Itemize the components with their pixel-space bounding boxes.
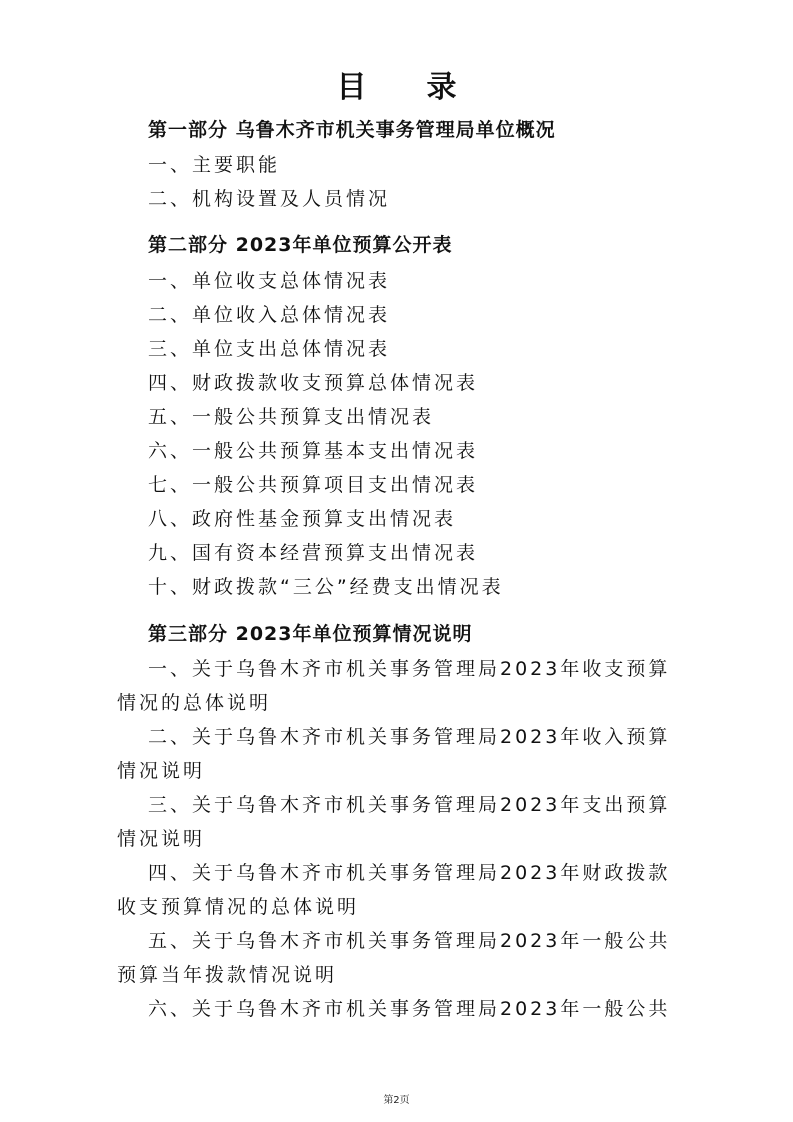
- toc-item-line2: 情况说明: [117, 760, 206, 782]
- title-char-2: 录: [426, 70, 457, 105]
- toc-item: 六、一般公共预算基本支出情况表: [148, 440, 479, 462]
- toc-item-line1: 四、关于乌鲁木齐市机关事务管理局2023年财政拨款: [148, 862, 671, 884]
- toc-item: 二、机构设置及人员情况: [148, 188, 391, 210]
- part1-heading: 第一部分 乌鲁木齐市机关事务管理局单位概况: [148, 119, 556, 141]
- toc-item: 一、主要职能: [148, 154, 281, 176]
- toc-item-line2: 预算当年拨款情况说明: [117, 964, 338, 986]
- toc-item-line2: 情况的总体说明: [117, 692, 272, 714]
- part2-heading: 第二部分 2023年单位预算公开表: [148, 234, 453, 256]
- toc-item: 九、国有资本经营预算支出情况表: [148, 542, 479, 564]
- page-title: [0, 62, 793, 106]
- toc-item-line1: 六、关于乌鲁木齐市机关事务管理局2023年一般公共: [148, 998, 671, 1020]
- toc-item: 三、单位支出总体情况表: [148, 338, 391, 360]
- title-char-1: 目: [336, 70, 367, 105]
- toc-item: 二、单位收入总体情况表: [148, 304, 391, 326]
- toc-item: 八、政府性基金预算支出情况表: [148, 508, 457, 530]
- toc-item-line1: 二、关于乌鲁木齐市机关事务管理局2023年收入预算: [148, 726, 671, 748]
- toc-item-line2: 情况说明: [117, 828, 206, 850]
- toc-item: 四、财政拨款收支预算总体情况表: [148, 372, 479, 394]
- toc-item: 一、单位收支总体情况表: [148, 270, 391, 292]
- toc-item-line1: 五、关于乌鲁木齐市机关事务管理局2023年一般公共: [148, 930, 671, 952]
- toc-item-line1: 一、关于乌鲁木齐市机关事务管理局2023年收支预算: [148, 658, 671, 680]
- toc-item: 五、一般公共预算支出情况表: [148, 406, 435, 428]
- toc-item-line2: 收支预算情况的总体说明: [117, 896, 360, 918]
- toc-item: 十、财政拨款“三公”经费支出情况表: [148, 576, 504, 598]
- part3-heading: 第三部分 2023年单位预算情况说明: [148, 623, 473, 645]
- toc-item: 七、一般公共预算项目支出情况表: [148, 474, 479, 496]
- page-number: 第2页: [383, 1095, 410, 1106]
- toc-item-line1: 三、关于乌鲁木齐市机关事务管理局2023年支出预算: [148, 794, 671, 816]
